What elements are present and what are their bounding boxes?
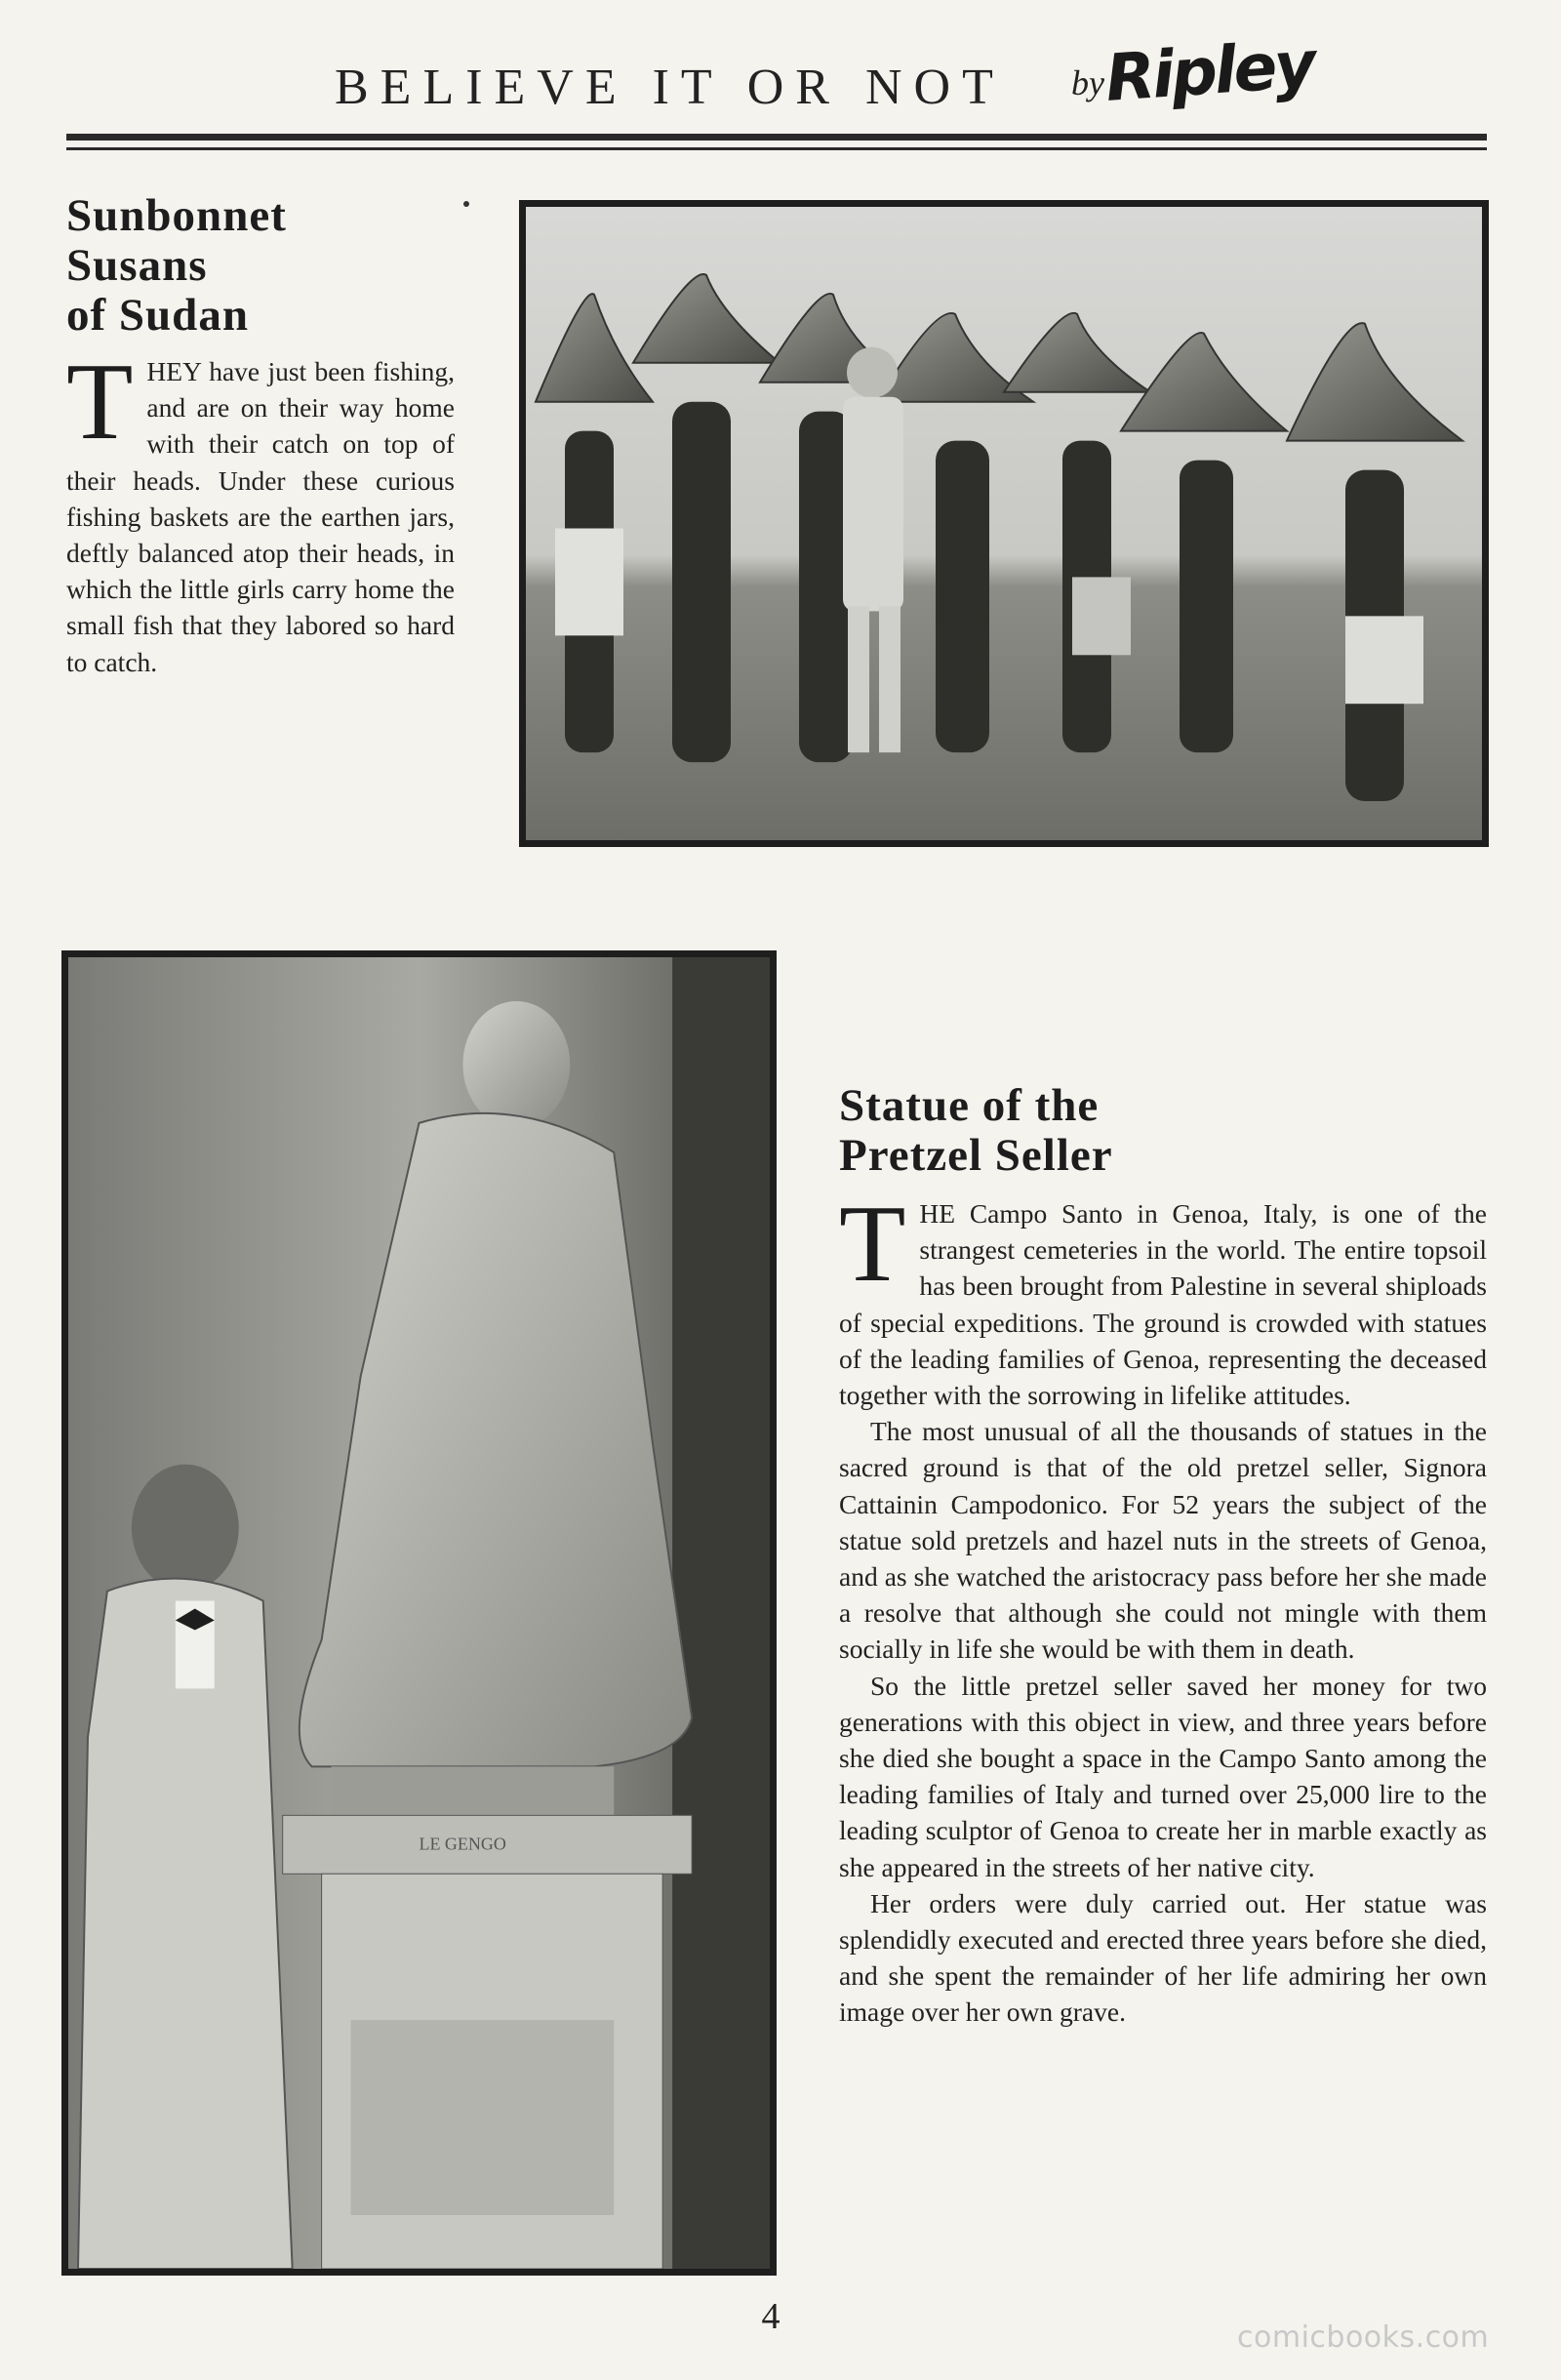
article1-headline <box>66 191 287 340</box>
article1-paragraph: THEY have just been fishing, and are on their way home with their catch on top of their heads. Under these curious fishing baskets are the earthen jars, deftly balanced atop their heads, in which the little girls carry home the small fish that they labored so hard to catch. <box>66 342 455 677</box>
page-number: 4 <box>761 2296 780 2337</box>
statue-photo <box>61 950 777 2276</box>
article1-headline-line: Sunbonnet <box>66 190 287 241</box>
article2-headline-line: Pretzel Seller <box>839 1129 1113 1181</box>
decorative-dot <box>463 201 469 207</box>
article2-body <box>839 1184 1487 2031</box>
header-rule-thick <box>66 134 1487 141</box>
header-rule-thin <box>66 147 1487 150</box>
sudan-photo <box>519 200 1489 847</box>
article1-body <box>66 342 455 680</box>
statue-photo-image <box>68 957 770 2269</box>
article2-paragraph: The most unusual of all the thousands of statues in the sacred ground is that of the old pretzel seller, Signora Cattainin Campodonico. For 52 years the subject of the statue sold pretzels and hazel nuts in the streets of Genoa, and as she watched the aristocracy pass before her she made a resolve that although she could not mingle with them socially in life she would be with them in death. <box>839 1416 1487 1665</box>
watermark: comicbooks.com <box>1237 2320 1490 2355</box>
article2-paragraph: THE Campo Santo in Genoa, Italy, is one of the strangest cemeteries in the world. The entire topsoil has been brought from Palestine in several shiploads of special expeditions. The ground is crowded with statues of the leading families of Genoa, representing the deceased together with the sorrowing in lifelike attitudes. <box>839 1184 1487 1411</box>
article2-dropcap: T <box>839 1184 906 1305</box>
article1-headline-line: of Sudan <box>66 289 249 341</box>
article2-paragraph: So the little pretzel seller saved her money for two generations with this object in view, and three years before she died she bought a space in the Campo Santo among the leading families of Italy and turned over 25,000 lire to the leading sculptor of Genoa to create her in marble exactly as she appeared in the streets of her native city. <box>839 1670 1487 1882</box>
plinth-label: LE GENGO <box>419 1834 506 1854</box>
article1-dropcap: T <box>66 342 134 463</box>
header-title: BELIEVE IT OR NOT <box>335 60 1005 115</box>
ripley-logo: Ripley <box>1102 26 1316 117</box>
article2-headline-line: Statue of the <box>839 1080 1100 1131</box>
page-header <box>66 26 1487 117</box>
sudan-photo-image <box>526 207 1482 840</box>
article1-headline-line: Susans <box>66 239 208 291</box>
article2-paragraph: Her orders were duly carried out. Her statue was splendidly executed and erected three years before she died, and she spent the remainder of her life admiring her own image over her own grave. <box>839 1887 1487 2028</box>
header-by: by <box>1071 63 1104 102</box>
article2-headline <box>839 1081 1113 1181</box>
